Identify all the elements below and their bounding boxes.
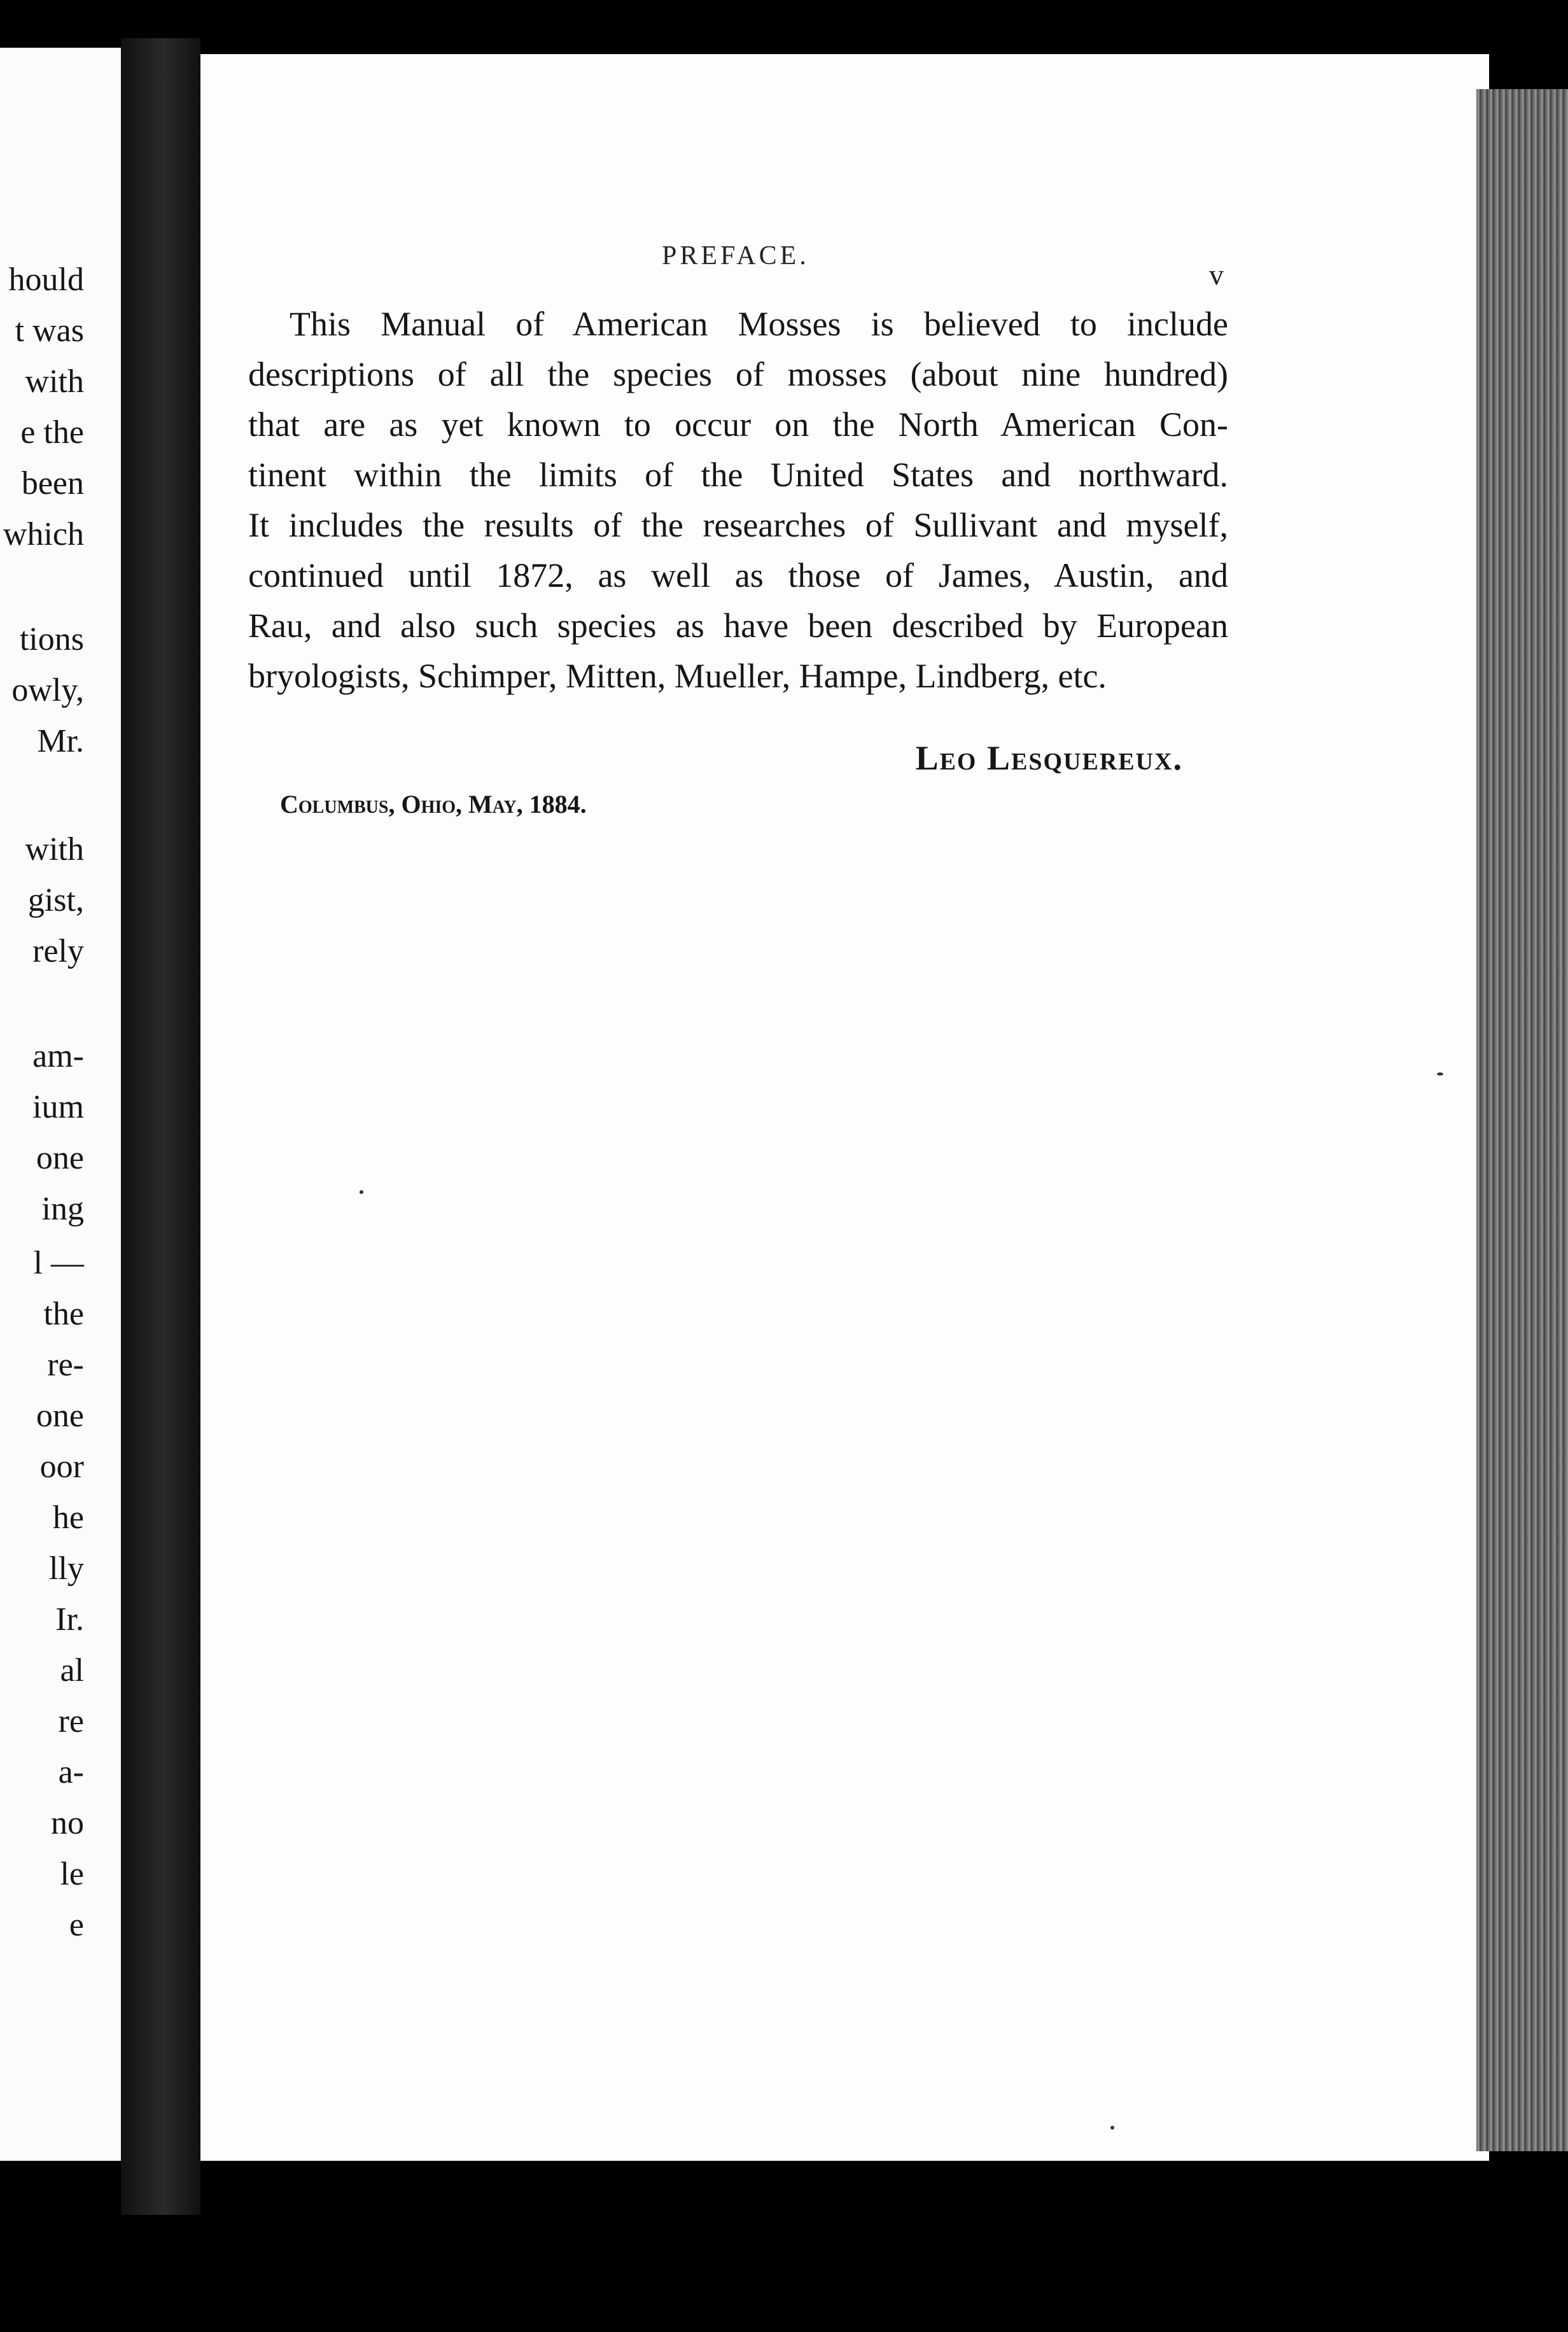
author-signature: Leo Lesquereux.	[915, 739, 1183, 777]
left-page-text-fragment: been	[21, 465, 84, 502]
text-line: tinent within the limits of the United States and northward.	[248, 456, 1228, 494]
left-page-text-fragment: one	[36, 1398, 84, 1434]
paper-speck	[1437, 1072, 1443, 1076]
left-page-text-fragment: the	[43, 1296, 84, 1332]
left-page-text-fragment: one	[36, 1140, 84, 1176]
left-page-text-fragment: e	[69, 1907, 84, 1943]
dateline: Columbus, Ohio, May, 1884.	[280, 790, 587, 818]
preface-paragraph	[248, 299, 1228, 701]
left-page-text-fragment: lly	[49, 1550, 84, 1587]
paper-speck	[1110, 2126, 1114, 2130]
book-gutter	[121, 38, 200, 2215]
text-line: Rau, and also such species as have been described by European	[248, 607, 1228, 645]
left-page-text-fragment: he	[52, 1500, 84, 1536]
left-page-text-fragment: with	[25, 831, 84, 867]
left-page-text-fragment: no	[51, 1805, 84, 1841]
left-page-text-fragment: re-	[47, 1347, 84, 1383]
left-page-text-fragment: owly,	[11, 672, 84, 708]
text-line: descriptions of all the species of mosses (about nine hundred)	[248, 355, 1228, 393]
text-line: This Manual of American Mosses is believed to include	[290, 305, 1228, 343]
left-page-text-fragment: tions	[19, 621, 84, 657]
left-page-text-fragment: le	[60, 1856, 84, 1892]
left-page-text-fragment: e the	[20, 414, 84, 451]
text-line: It includes the results of the researches of Sullivant and myself,	[248, 506, 1228, 544]
left-page-text-fragment: t was	[15, 313, 84, 349]
text-line: that are as yet known to occur on the North American Con-	[248, 405, 1228, 444]
left-page-text-fragment: which	[3, 516, 84, 552]
left-page-text-fragment: ium	[32, 1089, 84, 1125]
left-page-text-fragment: with	[25, 363, 84, 400]
page-number: v	[1209, 258, 1224, 291]
left-page-text-fragment: al	[60, 1652, 84, 1689]
paper-speck	[360, 1190, 363, 1194]
left-page-edge	[0, 48, 121, 2161]
page-edges	[1476, 89, 1568, 2151]
text-line: bryologists, Schimper, Mitten, Mueller, Hampe, Lindberg, etc.	[248, 657, 1107, 695]
left-page-text-fragment: Mr.	[37, 723, 84, 759]
left-page-text-fragment: hould	[8, 262, 84, 298]
left-page-text-fragment: rely	[32, 933, 84, 969]
left-page-text-fragment: am-	[32, 1038, 84, 1074]
left-page-text-fragment: gist,	[27, 882, 84, 918]
left-page-text-fragment: l —	[33, 1245, 84, 1281]
left-page-text-fragment: ing	[41, 1191, 84, 1227]
text-line: continued until 1872, as well as those of James, Austin, and	[248, 556, 1228, 594]
left-page-text-fragment: oor	[39, 1449, 84, 1485]
running-head: PREFACE.	[662, 241, 809, 270]
left-page-text-fragment: re	[58, 1703, 84, 1739]
left-page-text-fragment: Ir.	[55, 1601, 84, 1638]
left-page-text-fragment: a-	[58, 1754, 84, 1790]
